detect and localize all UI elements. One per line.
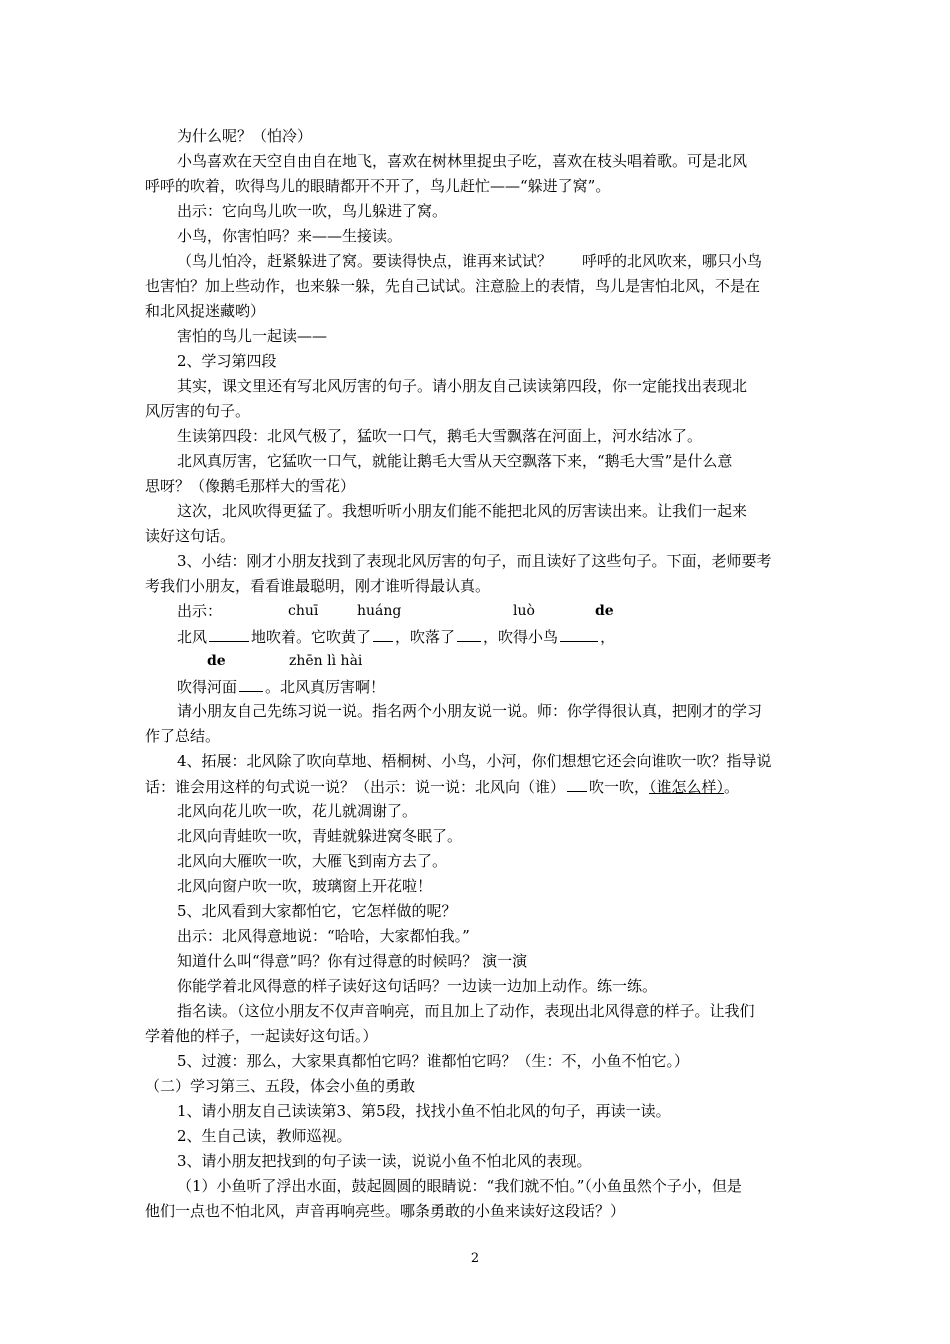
section-heading: （二）学习第三、五段，体会小鱼的勇敢 [145, 1077, 416, 1095]
text-line: 为什么呢？（怕冷） [177, 127, 313, 145]
text-line: （1）小鱼听了浮出水面，鼓起圆圆的眼睛说：“我们就不怕。”（小鱼虽然个子小，但是 [177, 1177, 742, 1195]
text-line: 3、小结：刚才小朋友找到了表现北风厉害的句子，而且读好了这些句子。下面，老师要考 [177, 552, 772, 570]
example-line: 北风向花儿吹一吹，花儿就凋谢了。 [177, 802, 418, 820]
example-line: 北风向窗户吹一吹，玻璃窗上开花啦！ [177, 877, 433, 895]
page-number: 2 [470, 1251, 480, 1266]
pattern-text: 话：谁会用这样的句式说一说？（出示：说一说：北风向（谁） [145, 778, 566, 796]
fill-text: 吹得河面 [177, 678, 238, 696]
text-line: 作了总结。 [145, 727, 221, 745]
pinyin-prefix: 出示： [177, 602, 223, 620]
text-line: 呼呼的吹着，吹得鸟儿的眼睛都开不开了，鸟儿赶忙——“躲进了窝”。 [145, 177, 611, 195]
text-line: 其实，课文里还有写北风厉害的句子。请小朋友自己读读第四段，你一定能找出表现北 [177, 377, 748, 395]
text-line: 4、拓展：北风除了吹向草地、梧桐树、小鸟，小河，你们想想它还会向谁吹一吹？指导说 [177, 752, 772, 770]
text-line: 请小朋友自己先练习说一说。指名两个小朋友说一说。师：你学得很认真，把刚才的学习 [177, 702, 763, 720]
fill-text: ，吹落了 [395, 628, 456, 646]
fill-blank-line [145, 674, 810, 699]
fill-text: 北风 [177, 628, 208, 646]
blank-field [209, 624, 249, 642]
text-line: 2、生自己读，教师巡视。 [177, 1127, 352, 1145]
pinyin-chui: chuī [288, 603, 319, 619]
fill-text: 。北风真厉害啊！ [265, 678, 386, 696]
text-line: 和北风捉迷藏哟） [145, 302, 266, 320]
pinyin-de: de [595, 603, 614, 619]
fill-text: ， [600, 628, 616, 646]
text-line: 思呀？（像鹅毛那样大的雪花） [145, 477, 356, 495]
text-line: 也害怕？加上些动作，也来躲一躲，先自己试试。注意脸上的表情，鸟儿是害怕北风，不是在 [145, 277, 761, 295]
pattern-text: 吹一吹， [589, 778, 650, 796]
text-line: 出示：北风得意地说：“哈哈，大家都怕我。” [177, 927, 470, 945]
pattern-underlined: （谁怎么样） [649, 778, 725, 796]
text-line: 指名读。（这位小朋友不仅声音响亮，而且加上了动作，表现出北风得意的样子。让我们 [177, 1002, 755, 1020]
pattern-text: 。 [724, 778, 740, 796]
text-line: 3、请小朋友把找到的句子读一读，说说小鱼不怕北风的表现。 [177, 1152, 592, 1170]
text-line: 出示：它向鸟儿吹一吹，鸟儿躲进了窝。 [177, 202, 448, 220]
blank-field [567, 774, 587, 792]
fill-blank-line [145, 624, 810, 649]
text-line: 知道什么叫“得意”吗？你有过得意的时候吗？ 演一演 [177, 952, 528, 970]
blank-field [373, 624, 393, 642]
text-line: 害怕的鸟儿一起读—— [177, 327, 328, 345]
blank-field [457, 624, 481, 642]
pinyin-line [145, 599, 810, 624]
text-line: 小鸟喜欢在天空自由自在地飞，喜欢在树林里捉虫子吃，喜欢在枝头唱着歌。可是北风 [177, 152, 748, 170]
text-line: 这次，北风吹得更猛了。我想听听小朋友们能不能把北风的厉害读出来。让我们一起来 [177, 502, 748, 520]
example-line: 北风向大雁吹一吹，大雁飞到南方去了。 [177, 852, 448, 870]
fill-text: ，吹得小鸟 [483, 628, 559, 646]
fill-text: 地吹着。它吹黄了 [251, 628, 372, 646]
text-line: 他们一点也不怕北风，声音再响亮些。哪条勇敢的小鱼来读好这段话？） [145, 1202, 626, 1220]
pinyin-zhenlihai: zhēn lì hài [289, 653, 363, 669]
text-line: 风厉害的句子。 [145, 402, 251, 420]
pinyin-de: de [207, 653, 226, 669]
document-body [145, 124, 810, 1224]
pinyin-line [145, 649, 810, 674]
text-line: 生读第四段：北风气极了，猛吹一口气，鹅毛大雪飘落在河面上，河水结冰了。 [177, 427, 703, 445]
blank-field [239, 674, 263, 692]
pinyin-luo: luò [513, 603, 535, 619]
text-line: 5、过渡：那么，大家果真都怕它吗？谁都怕它吗？（生：不，小鱼不怕它。） [177, 1052, 690, 1070]
text-line: 你能学着北风得意的样子读好这句话吗？一边读一边加上动作。练一练。 [177, 977, 658, 995]
text-line: 北风真厉害，它猛吹一口气，就能让鹅毛大雪从天空飘落下来，“鹅毛大雪”是什么意 [177, 452, 733, 470]
text-line: （鸟儿怕冷，赶紧躲进了窝。要读得快点，谁再来试试？ 呼呼的北风吹来，哪只小鸟 [177, 252, 763, 270]
pinyin-huang: huáng [357, 603, 402, 619]
section-heading: 5、北风看到大家都怕它，它怎样做的呢？ [177, 902, 457, 920]
text-line: 读好这句话。 [145, 527, 236, 545]
example-line: 北风向青蛙吹一吹，青蛙就躲进窝冬眠了。 [177, 827, 463, 845]
text-line: 小鸟，你害怕吗？来——生接读。 [177, 227, 403, 245]
section-heading: 2、学习第四段 [177, 352, 277, 370]
text-line: 考我们小朋友，看看谁最聪明，刚才谁听得最认真。 [145, 577, 491, 595]
text-line: 1、请小朋友自己读读第3、第5段，找找小鱼不怕北风的句子，再读一读。 [177, 1102, 671, 1120]
text-line: 学着他的样子，一起读好这句话。） [145, 1027, 378, 1045]
sentence-pattern-line [145, 774, 810, 799]
blank-field [560, 624, 598, 642]
